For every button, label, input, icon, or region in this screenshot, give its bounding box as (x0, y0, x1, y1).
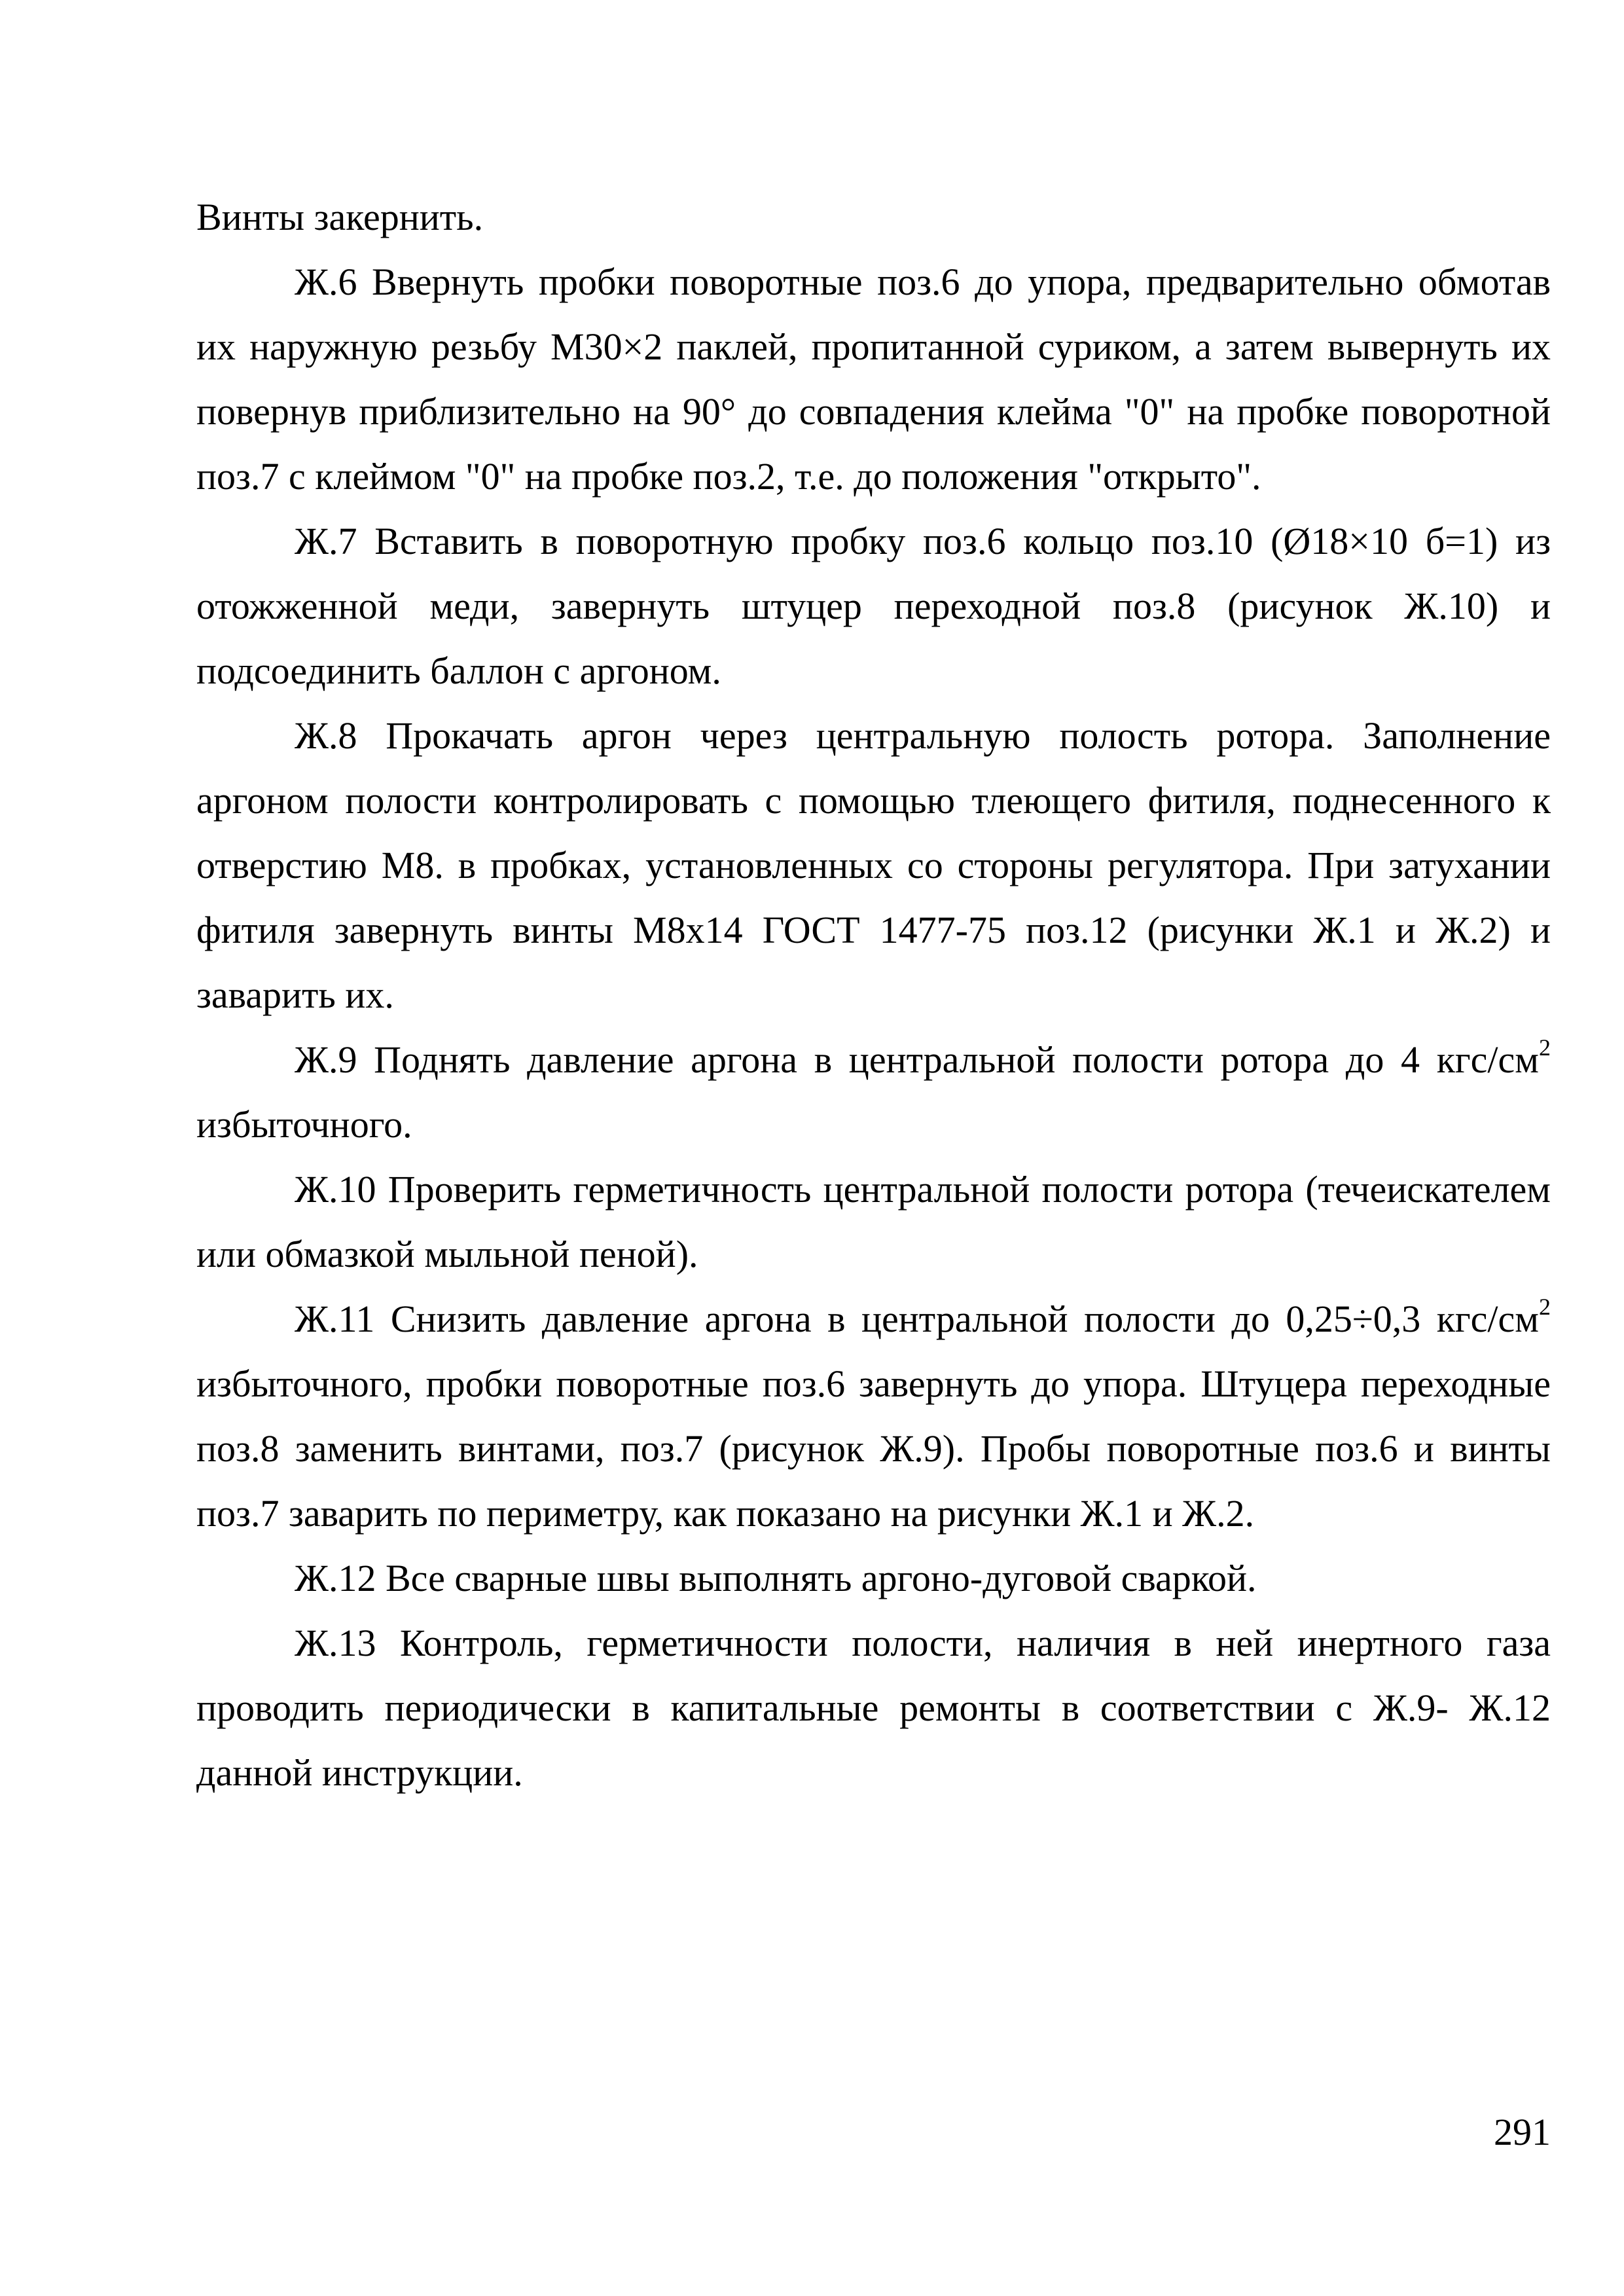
paragraph-zh11 (196, 1286, 1551, 1546)
paragraph-zh8: Ж.8 Прокачать аргон через центральную полость ротора. Заполнение аргоном полости контролировать с помощью тлеющего фитиля, поднесенного к отверстию М8. в пробках, установленных со стороны регулятора. При затухании фитиля завернуть винты М8х14 ГОСТ 1477-75 поз.12 (рисунки Ж.1 и Ж.2) и заварить их. (196, 714, 1551, 1016)
paragraph-zh9-tail: избыточного. (196, 1103, 412, 1146)
paragraph-zh9-text: Ж.9 Поднять давление аргона в центральной полости ротора до 4 кгс/см (295, 1038, 1539, 1081)
paragraph-zh9 (196, 1027, 1551, 1157)
superscript-exponent: 2 (1539, 1034, 1551, 1061)
document-body (196, 185, 1551, 1805)
paragraph-zh11-tail: избыточного, пробки поворотные поз.6 завернуть до упора. Штуцера переходные поз.8 заменить винтами, поз.7 (рисунок Ж.9). Пробы поворотные поз.6 и винты поз.7 заварить по периметру, как показано на рисунки Ж.1 и Ж.2. (196, 1362, 1551, 1535)
paragraph-zh6: Ж.6 Ввернуть пробки поворотные поз.6 до упора, предварительно обмотав их наружную резьбу М30×2 паклей, пропитанной суриком, а затем вывернуть их повернув приблизительно на 90° до совпадения клейма "0" на пробке поворотной поз.7 с клеймом "0" на пробке поз.2, т.е. до положения "открыто". (196, 261, 1551, 498)
paragraph-zh11-text: Ж.11 Снизить давление аргона в центральной полости до 0,25÷0,3 кгс/см (295, 1298, 1539, 1340)
paragraph-zh7: Ж.7 Вставить в поворотную пробку поз.6 кольцо поз.10 (Ø18×10 б=1) из отожженной меди, завернуть штуцер переходной поз.8 (рисунок Ж.10) и подсоединить баллон с аргоном. (196, 520, 1551, 692)
paragraph-zh12: Ж.12 Все сварные швы выполнять аргоно-дуговой сваркой. (295, 1557, 1257, 1599)
paragraph-continuation: Винты закернить. (196, 196, 484, 238)
superscript-exponent: 2 (1539, 1294, 1551, 1320)
paragraph-zh10: Ж.10 Проверить герметичность центральной полости ротора (течеискателем или обмазкой мыльной пеной). (196, 1168, 1551, 1275)
page-number: 291 (1494, 2111, 1551, 2153)
paragraph-zh13: Ж.13 Контроль, герметичности полости, наличия в ней инертного газа проводить периодически в капитальные ремонты в соответствии с Ж.9- Ж.12 данной инструкции. (196, 1622, 1551, 1794)
